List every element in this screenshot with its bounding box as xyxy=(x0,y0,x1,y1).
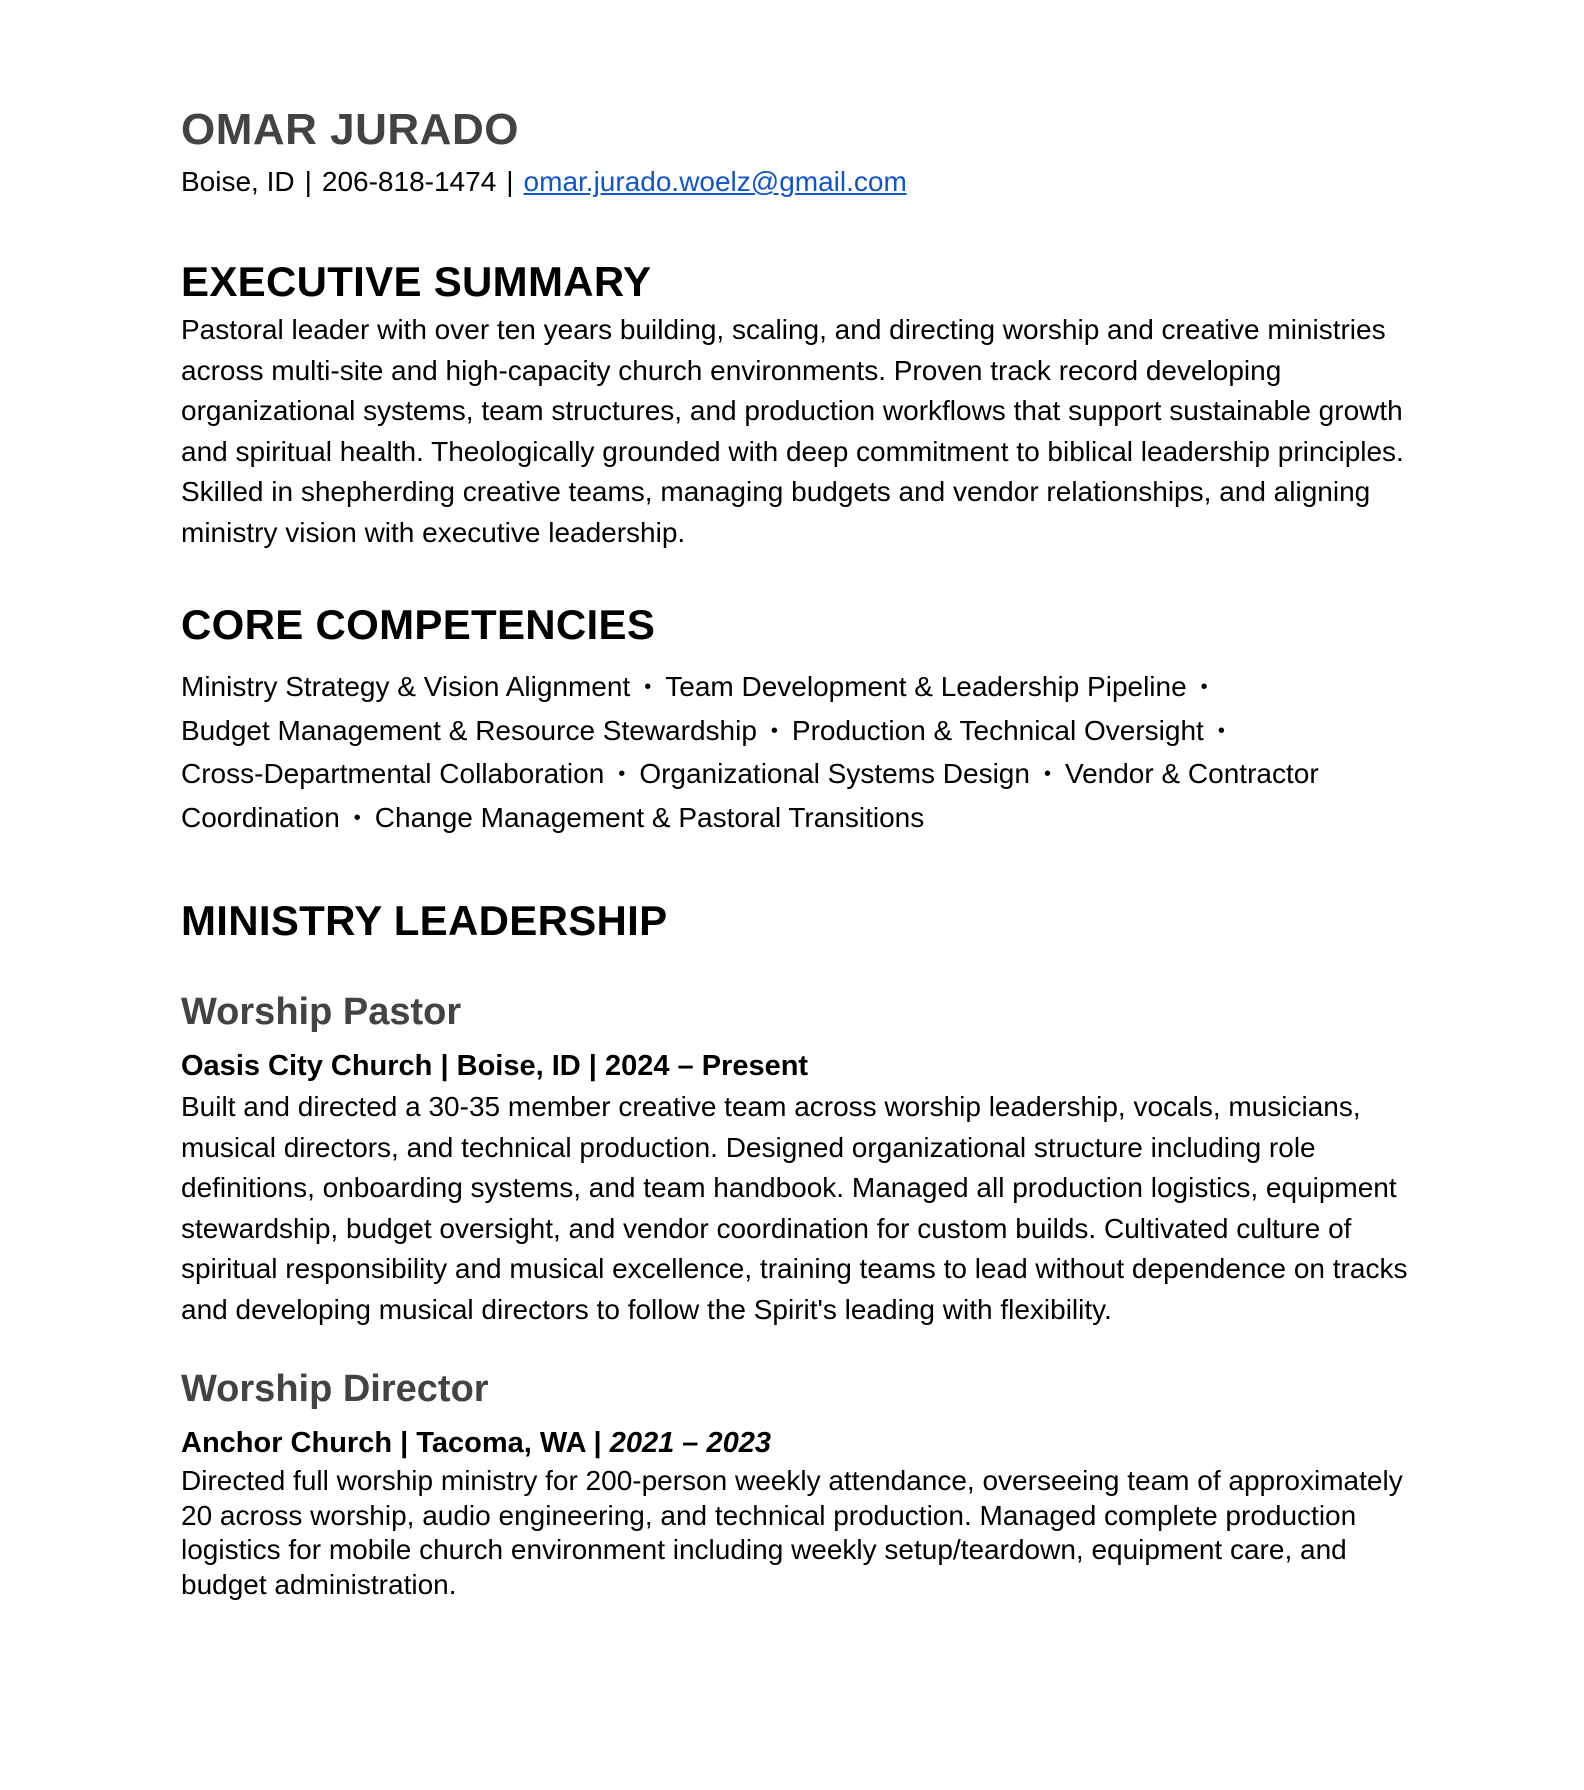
bullet-separator: • xyxy=(618,763,626,785)
role-entry xyxy=(181,987,1421,1330)
executive-summary-text: Pastoral leader with over ten years building, scaling, and directing worship and creative ministries across multi-site and high-capacity church environments. Proven track record developing organizational systems, team structures, and production workflows that support sustainable growth and spiritual health. Theologically grounded with deep commitment to biblical leadership principles. Skilled in shepherding creative teams, managing budgets and vendor relationships, and aligning ministry vision with executive leadership. xyxy=(181,314,1404,548)
separator: | xyxy=(506,166,514,197)
competency-item: Ministry Strategy & Vision Alignment xyxy=(181,671,631,702)
competency-item: Cross-Departmental Collaboration xyxy=(181,758,605,789)
role-dates: 2021 – 2023 xyxy=(609,1427,771,1459)
separator: | xyxy=(304,166,312,197)
candidate-name: OMAR JURADO xyxy=(181,105,519,154)
competencies-list xyxy=(181,667,1421,841)
role-entry xyxy=(181,1364,1421,1602)
email-link[interactable]: omar.jurado.woelz@gmail.com xyxy=(523,166,907,197)
role-meta-org: Anchor Church | Tacoma, WA | xyxy=(181,1427,610,1459)
resume-page xyxy=(181,98,1421,1602)
role-description: Directed full worship ministry for 200-person weekly attendance, overseeing team of approximately 20 across worship, audio engineering, and technical production. Managed complete production logistics for mobile church environment including weekly setup/teardown, equipment care, and budget administration. xyxy=(181,1465,1403,1600)
core-competencies-heading: CORE COMPETENCIES xyxy=(181,601,656,648)
role-meta xyxy=(181,1422,1421,1464)
bullet-separator: • xyxy=(644,676,652,698)
bullet-separator: • xyxy=(353,806,361,829)
competency-item: Organizational Systems Design xyxy=(639,758,1030,789)
contact-line xyxy=(181,162,1421,202)
phone: 206-818-1474 xyxy=(321,166,497,197)
role-description: Built and directed a 30-35 member creative team across worship leadership, vocals, musicians, musical directors, and technical production. Designed organizational structure including role definitions, onboarding systems, and team handbook. Managed all production logistics, equipment stewardship, budget oversight, and vendor coordination for custom builds. Cultivated culture of spiritual responsibility and musical excellence, training teams to lead without dependence on tracks and developing musical directors to follow the Spirit's leading with flexibility. xyxy=(181,1091,1408,1325)
bullet-separator: • xyxy=(770,719,778,742)
role-title: Worship Pastor xyxy=(181,991,462,1033)
competency-item: Vendor & Contractor Coordination xyxy=(181,758,1319,833)
competency-item: Production & Technical Oversight xyxy=(791,714,1204,746)
role-title: Worship Director xyxy=(181,1368,489,1410)
executive-summary-heading: EXECUTIVE SUMMARY xyxy=(181,258,652,305)
bullet-separator: • xyxy=(1043,763,1051,785)
bullet-separator: • xyxy=(1217,719,1225,742)
ministry-leadership-heading: MINISTRY LEADERSHIP xyxy=(181,897,668,944)
competency-item: Change Management & Pastoral Transitions xyxy=(374,801,925,833)
location: Boise, ID xyxy=(181,166,295,197)
role-meta: Oasis City Church | Boise, ID | 2024 – Present xyxy=(181,1050,809,1082)
competency-item: Budget Management & Resource Stewardship xyxy=(181,714,757,746)
competency-item: Team Development & Leadership Pipeline xyxy=(665,671,1187,702)
bullet-separator: • xyxy=(1200,676,1208,698)
